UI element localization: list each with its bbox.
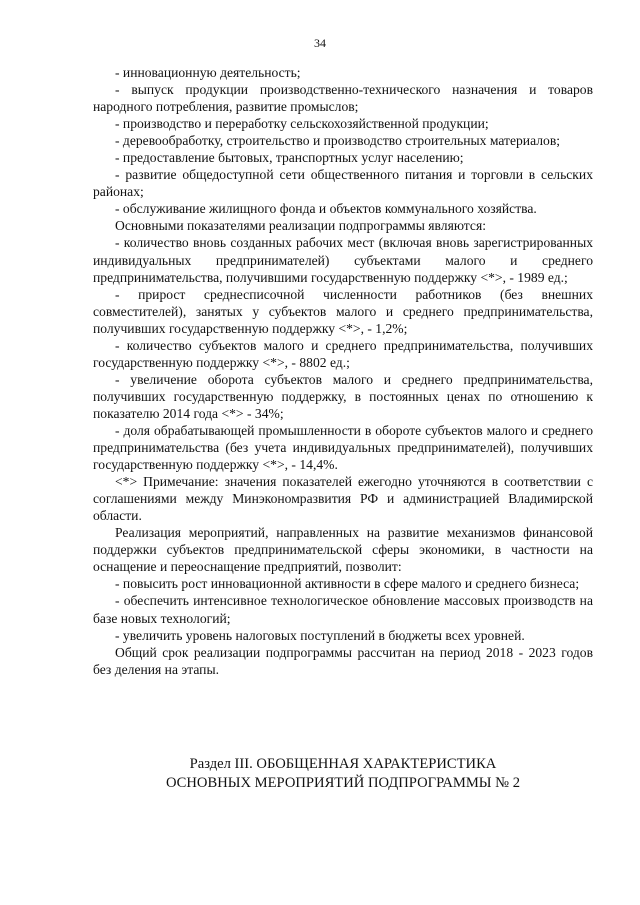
indicator-item: - количество вновь созданных рабочих мест (включая вновь зарегистрированных индивидуальных предпринимателей) субъектами малого и среднего предпринимательства, получившими государственную поддержку <*>, - 1989 ед.; bbox=[93, 235, 593, 285]
section-heading-line: Раздел III. ОБОБЩЕННАЯ ХАРАКТЕРИСТИКА bbox=[189, 756, 497, 772]
list-item: - инновационную деятельность; bbox=[115, 65, 301, 80]
list-item: - деревообработку, строительство и производство строительных материалов; bbox=[115, 133, 561, 149]
indicator-item: - доля обрабатывающей промышленности в обороте субъектов малого и среднего предпринимательства (без учета индивидуальных предпринимателей), получивших государственную поддержку <*>, - 14,4%. bbox=[93, 422, 593, 473]
page-number: 34 bbox=[314, 36, 326, 50]
section-heading bbox=[93, 755, 593, 793]
paragraph: Общий срок реализации подпрограммы рассчитан на период 2018 - 2023 годов без деления на этапы. bbox=[93, 644, 593, 677]
footnote-note: <*> Примечание: значения показателей ежегодно уточняются в соответствии с соглашениями между Минэкономразвития РФ и администрацией Владимирской области. bbox=[93, 474, 593, 524]
list-item: - производство и переработку сельскохозяйственной продукции; bbox=[115, 116, 489, 132]
list-item: - обслуживание жилищного фонда и объектов коммунального хозяйства. bbox=[115, 201, 537, 217]
indicator-item: - увеличение оборота субъектов малого и среднего предпринимательства, получивших государственную поддержку, в постоянных ценах по отношению к показателю 2014 года <*> - 34%; bbox=[93, 371, 593, 421]
list-item: - предоставление бытовых, транспортных услуг населению; bbox=[115, 150, 464, 166]
list-item: - повысить рост инновационной активности в сфере малого и среднего бизнеса; bbox=[115, 576, 580, 592]
section-heading-line: ОСНОВНЫХ МЕРОПРИЯТИЙ ПОДПРОГРАММЫ № 2 bbox=[165, 775, 521, 791]
paragraph: Основными показателями реализации подпрограммы являются: bbox=[115, 218, 486, 234]
list-item: - развитие общедоступной сети общественного питания и торговли в сельских районах; bbox=[93, 167, 593, 200]
list-item: - выпуск продукции производственно-технического назначения и товаров народного потребления, развитие промыслов; bbox=[93, 82, 593, 115]
list-item: - увеличить уровень налоговых поступлений в бюджеты всех уровней. bbox=[115, 627, 525, 643]
indicator-item: - прирост среднесписочной численности работников (без внешних совместителей), занятых у субъектов малого и среднего предпринимательства, получивших государственную поддержку <*>, - 1,2%; bbox=[93, 286, 593, 336]
list-item: - обеспечить интенсивное технологическое обновление массовых производств на базе новых технологий; bbox=[93, 593, 593, 626]
body-text bbox=[93, 64, 593, 678]
paragraph: Реализация мероприятий, направленных на развитие механизмов финансовой поддержки субъектов предпринимательской сферы экономики, в частности на оснащение и переоснащение предприятий, позволит: bbox=[93, 525, 593, 575]
indicator-item: - количество субъектов малого и среднего предпринимательства, получивших государственную поддержку <*>, - 8802 ед.; bbox=[93, 337, 593, 370]
